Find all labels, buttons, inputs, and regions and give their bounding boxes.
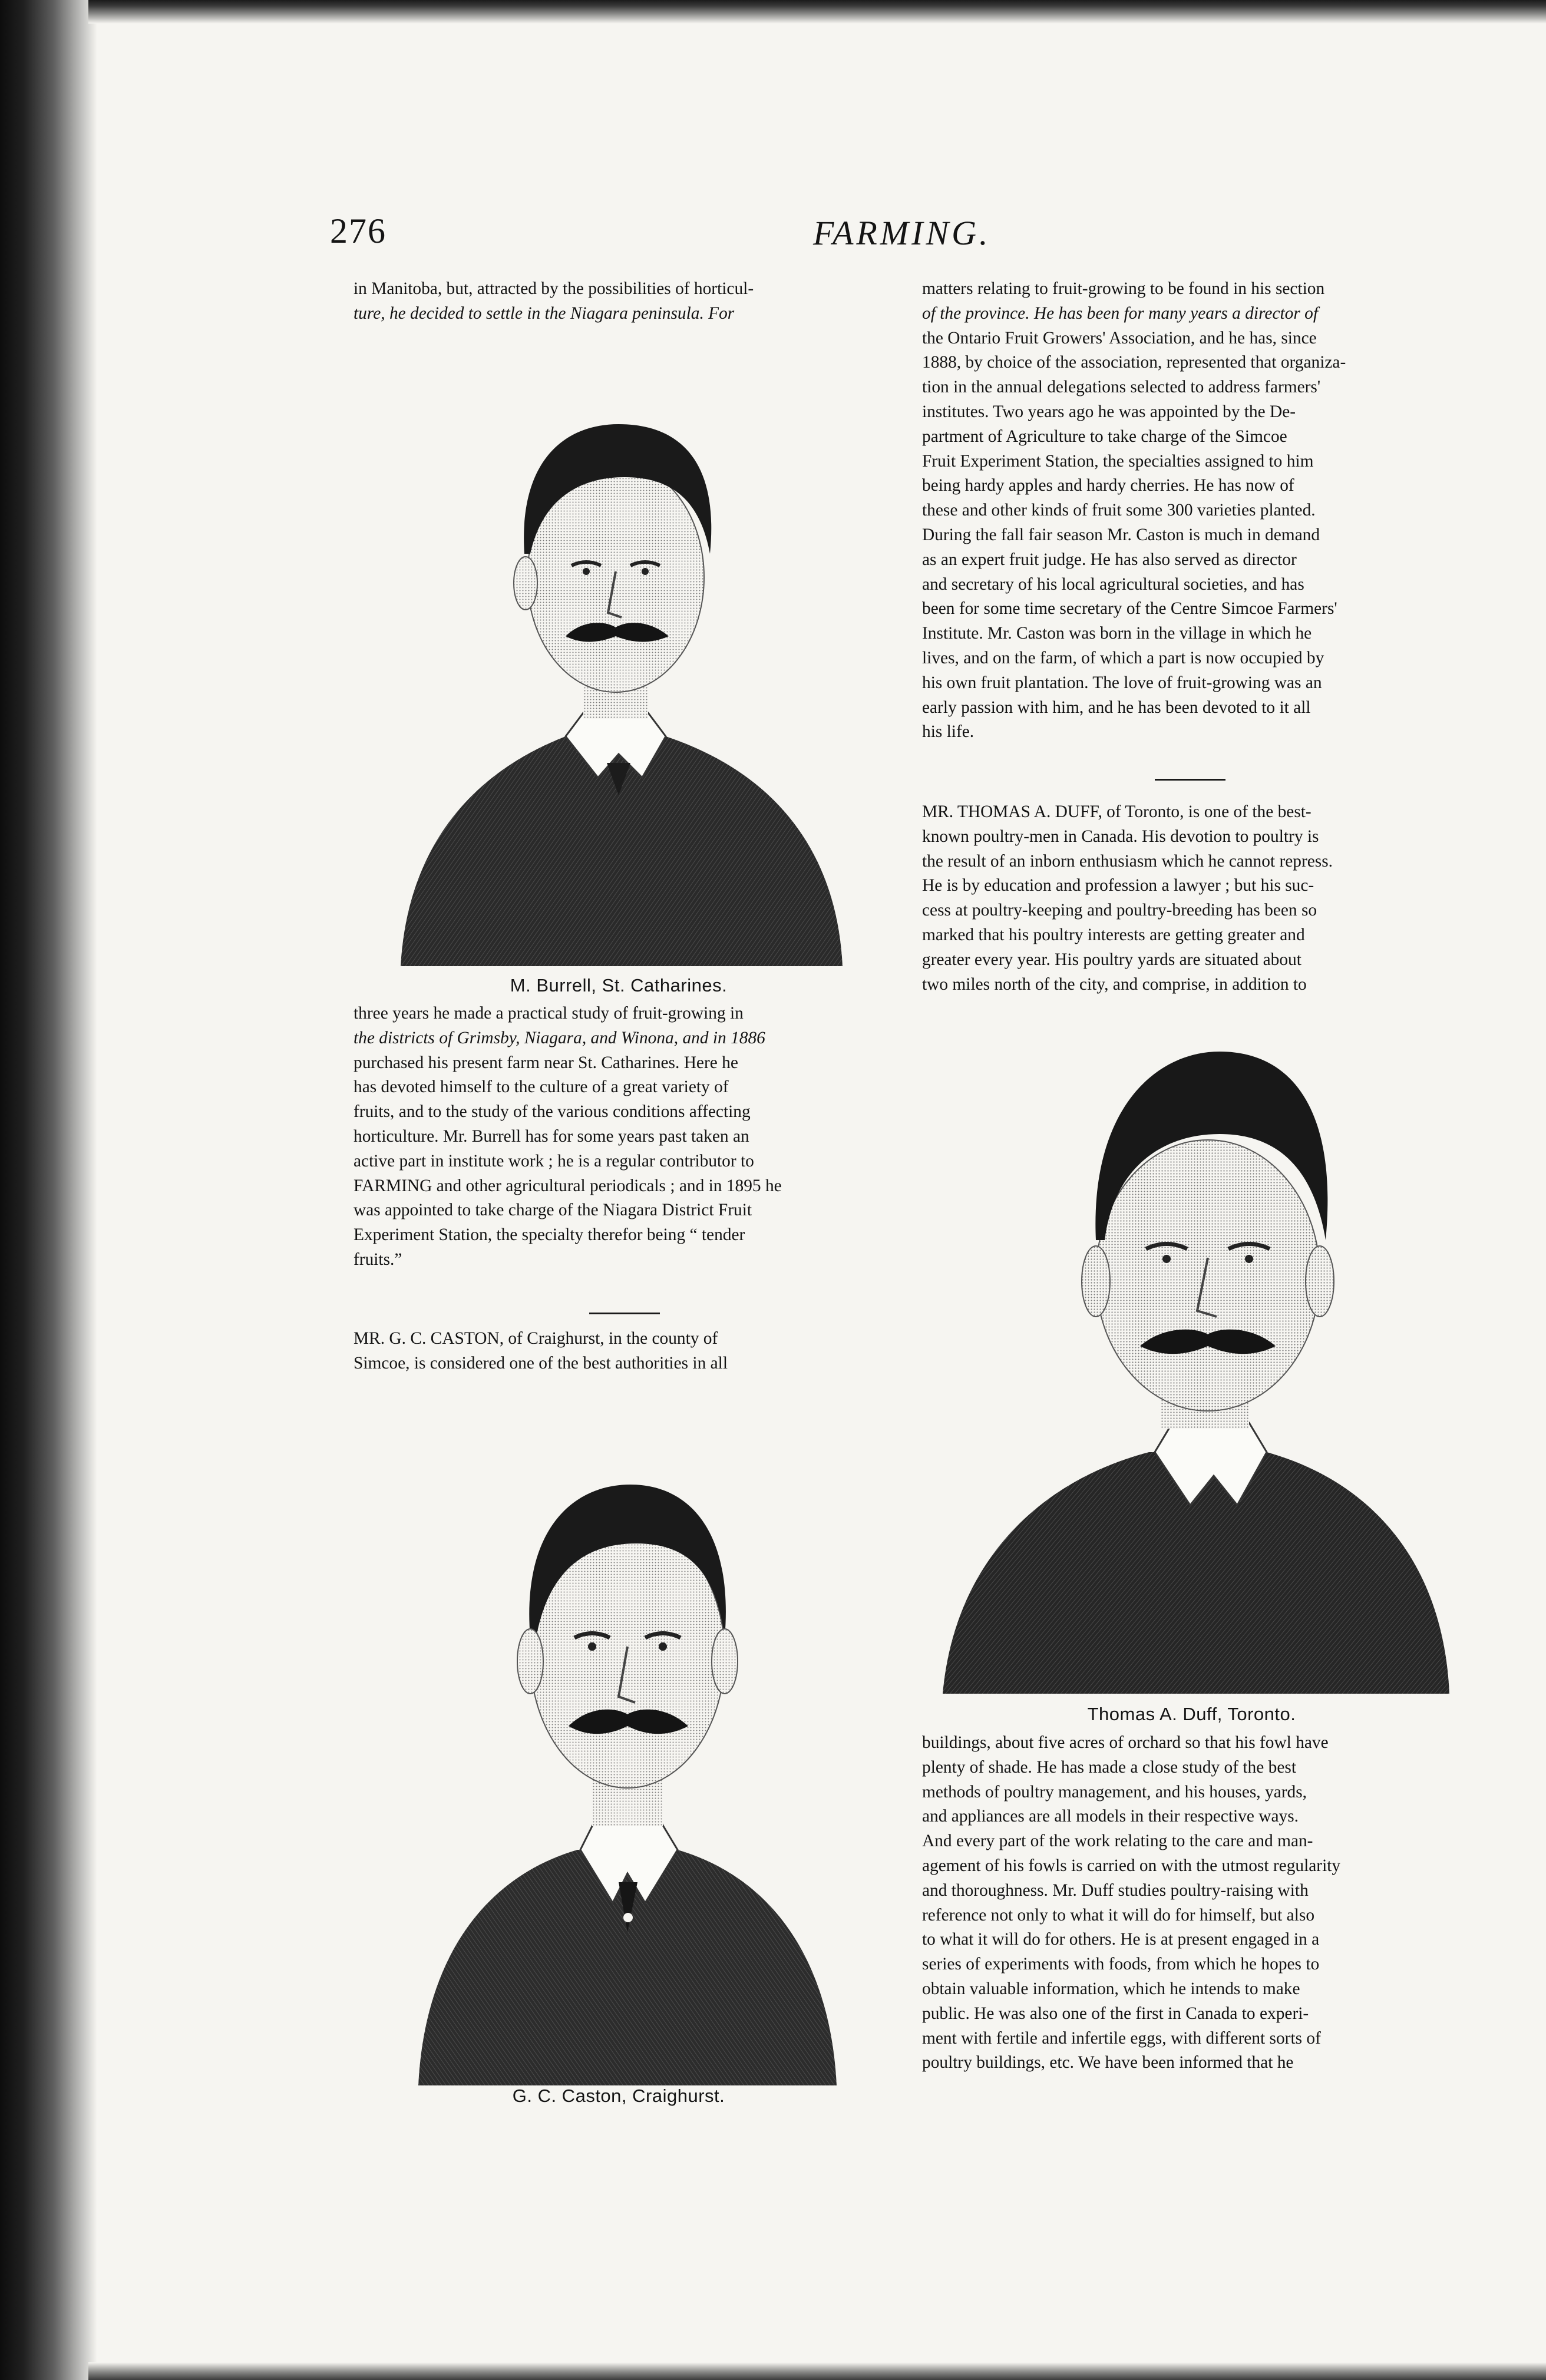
text-line: 1888, by choice of the association, represented that organiza- xyxy=(922,353,1346,372)
text-line: fruits, and to the study of the various conditions affecting xyxy=(354,1102,751,1122)
text-line: his own fruit plantation. The love of fruit-growing was an xyxy=(922,673,1322,692)
text-line: been for some time secretary of the Centre Simcoe Farmers' xyxy=(922,599,1337,619)
section-divider xyxy=(589,1313,660,1314)
text-line: tion in the annual delegations selected to address farmers' xyxy=(922,378,1321,397)
burrell-biography xyxy=(354,1001,884,1272)
text-line: Simcoe, is considered one of the best authorities in all xyxy=(354,1353,728,1373)
duff-caption: Thomas A. Duff, Toronto. xyxy=(1087,1704,1296,1724)
text-line: obtain valuable information, which he intends to make xyxy=(922,1979,1300,1998)
text-line: greater every year. His poultry yards are situated about xyxy=(922,950,1301,969)
text-line: partment of Agriculture to take charge of the Simcoe xyxy=(922,427,1287,446)
text-line: three years he made a practical study of fruit-growing in xyxy=(354,1004,744,1023)
text-line: series of experiments with foods, from which he hopes to xyxy=(922,1955,1320,1974)
text-line: MR. G. C. CASTON, of Craighurst, in the county of xyxy=(354,1329,718,1348)
caston-caption: G. C. Caston, Craighurst. xyxy=(512,2085,725,2106)
duff-biography xyxy=(922,800,1461,997)
text-line: marked that his poultry interests are getting greater and xyxy=(922,925,1305,944)
text-line: two miles north of the city, and comprise, in addition to xyxy=(922,974,1307,994)
text-line: the Ontario Fruit Growers' Association, and he has, since xyxy=(922,328,1317,348)
text-line: During the fall fair season Mr. Caston is much in demand xyxy=(922,525,1320,544)
top-page-edge xyxy=(88,0,1546,24)
text-line: the districts of Grimsby, Niagara, and Winona, and in 1886 xyxy=(354,1028,765,1047)
text-line: MR. THOMAS A. DUFF, of Toronto, is one of the best- xyxy=(922,802,1312,821)
duff-biography-continued xyxy=(922,1731,1461,2075)
text-line: has devoted himself to the culture of a great variety of xyxy=(354,1077,729,1097)
burrell-caption: M. Burrell, St. Catharines. xyxy=(510,975,728,996)
text-line: the result of an inborn enthusiasm which he cannot repress. xyxy=(922,851,1333,871)
text-line: And every part of the work relating to the care and man- xyxy=(922,1832,1313,1851)
text-line: Fruit Experiment Station, the specialties assigned to him xyxy=(922,451,1314,471)
caston-portrait xyxy=(412,1384,843,2085)
burrell-portrait xyxy=(389,330,848,966)
text-line: Institute. Mr. Caston was born in the village in which he xyxy=(922,624,1312,643)
text-line: these and other kinds of fruit some 300 varieties planted. xyxy=(922,501,1316,520)
book-binding-shadow xyxy=(0,0,97,2380)
text-line: was appointed to take charge of the Niagara District Fruit xyxy=(354,1201,752,1220)
text-line: his life. xyxy=(922,722,974,742)
text-line: ment with fertile and infertile eggs, with different sorts of xyxy=(922,2028,1321,2048)
text-line: known poultry-men in Canada. His devotion to poultry is xyxy=(922,827,1319,846)
text-line: plenty of shade. He has made a close study of the best xyxy=(922,1757,1296,1777)
text-line: early passion with him, and he has been devoted to it all xyxy=(922,698,1311,717)
text-line: institutes. Two years ago he was appointed by the De- xyxy=(922,402,1296,421)
text-line: active part in institute work ; he is a regular contributor to xyxy=(354,1151,754,1171)
text-line: ture, he decided to settle in the Niagara peninsula. For xyxy=(354,303,735,323)
text-line: buildings, about five acres of orchard so that his fowl have xyxy=(922,1733,1329,1752)
bottom-page-edge xyxy=(88,2362,1546,2380)
caston-intro xyxy=(354,1327,884,1376)
text-line: purchased his present farm near St. Catharines. Here he xyxy=(354,1053,738,1072)
text-line: horticulture. Mr. Burrell has for some years past taken an xyxy=(354,1126,749,1146)
section-divider xyxy=(1155,779,1225,781)
text-line: FARMING and other agricultural periodicals ; and in 1895 he xyxy=(354,1176,782,1195)
text-line: He is by education and profession a lawyer ; but his suc- xyxy=(922,876,1314,895)
text-line: agement of his fowls is carried on with the utmost regularity xyxy=(922,1856,1341,1875)
text-line: as an expert fruit judge. He has also served as director xyxy=(922,550,1297,569)
text-line: in Manitoba, but, attracted by the possibilities of horticul- xyxy=(354,279,754,298)
page-number: 276 xyxy=(330,211,387,250)
text-line: to what it will do for others. He is at present engaged in a xyxy=(922,1930,1320,1949)
text-line: public. He was also one of the first in Canada to experi- xyxy=(922,2004,1309,2023)
running-title: FARMING. xyxy=(813,214,991,252)
text-line: methods of poultry management, and his houses, yards, xyxy=(922,1782,1307,1801)
text-line: and secretary of his local agricultural societies, and has xyxy=(922,574,1304,594)
text-line: reference not only to what it will do for himself, but also xyxy=(922,1905,1315,1925)
caston-biography xyxy=(922,277,1461,745)
text-line: being hardy apples and hardy cherries. He has now of xyxy=(922,476,1294,495)
text-line: poultry buildings, etc. We have been informed that he xyxy=(922,2053,1294,2072)
text-line: and thoroughness. Mr. Duff studies poultry-raising with xyxy=(922,1880,1309,1900)
text-line: fruits.” xyxy=(354,1250,402,1269)
text-line: of the province. He has been for many years a director of xyxy=(922,303,1319,323)
text-line: cess at poultry-keeping and poultry-breeding has been so xyxy=(922,901,1317,920)
burrell-intro xyxy=(354,277,884,326)
duff-portrait xyxy=(937,1016,1455,1694)
text-line: matters relating to fruit-growing to be found in his section xyxy=(922,279,1325,298)
text-line: and appliances are all models in their respective ways. xyxy=(922,1807,1299,1826)
text-line: Experiment Station, the specialty therefor being “ tender xyxy=(354,1225,745,1245)
text-line: lives, and on the farm, of which a part is now occupied by xyxy=(922,648,1324,667)
